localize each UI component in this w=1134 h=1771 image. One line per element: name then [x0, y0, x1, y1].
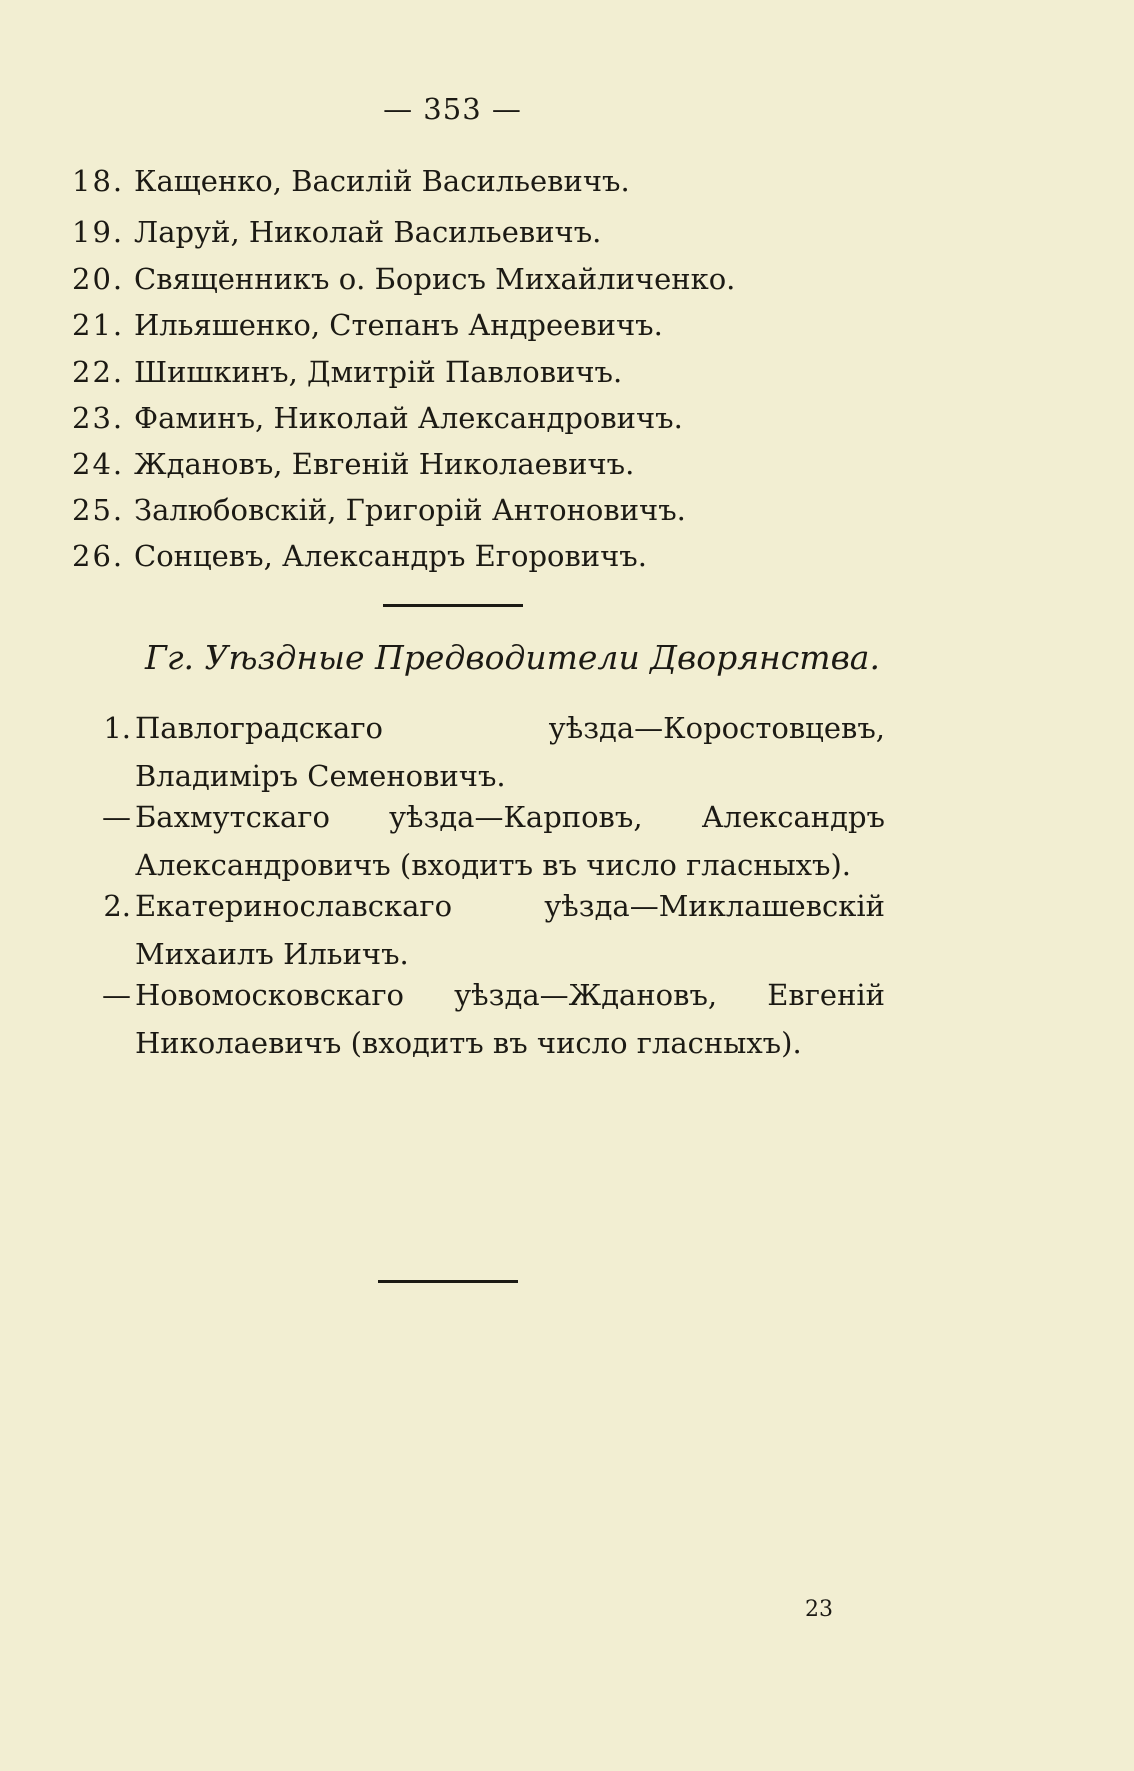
- list-item-number: 22.: [72, 355, 125, 389]
- entry-text: Екатеринославскаго уѣзда—Миклашевскій Михаилъ Ильичъ.: [135, 889, 885, 971]
- list-item: [72, 161, 630, 201]
- entry-marker: 1.: [103, 711, 131, 745]
- entry: [75, 882, 885, 978]
- entry: [75, 704, 885, 800]
- list-item: [72, 490, 686, 530]
- list-item-number: 23.: [72, 401, 125, 435]
- list-item-text: Ларуй, Николай Васильевичъ.: [134, 215, 602, 249]
- entry-marker: —: [102, 978, 131, 1012]
- list-item-number: 19.: [72, 215, 125, 249]
- section-title: Гг. Уѣздные Предводители Дворянства.: [145, 638, 880, 677]
- list-item: [72, 536, 647, 576]
- list-item-number: 26.: [72, 539, 125, 573]
- list-item: [72, 398, 683, 438]
- closing-divider: [378, 1280, 518, 1283]
- list-item: [72, 212, 601, 252]
- entry-text: Павлоградскаго уѣзда—Коростовцевъ, Владиміръ Семеновичъ.: [135, 711, 885, 793]
- entry-text: Новомосковскаго уѣзда—Ждановъ, Евгеній Николаевичъ (входитъ въ число гласныхъ).: [135, 978, 885, 1060]
- list-item-text: Фаминъ, Николай Александровичъ.: [134, 401, 683, 435]
- list-item: [72, 259, 735, 299]
- list-item-text: Ждановъ, Евгеній Николаевичъ.: [134, 447, 635, 481]
- list-item: [72, 305, 663, 345]
- list-item-text: Священникъ о. Борисъ Михайличенко.: [134, 262, 736, 296]
- list-item-number: 20.: [72, 262, 125, 296]
- list-item-number: 24.: [72, 447, 125, 481]
- list-item: [72, 352, 622, 392]
- entry-marker: —: [102, 800, 131, 834]
- list-item-text: Шишкинъ, Дмитрій Павловичъ.: [134, 355, 623, 389]
- section-divider: [383, 604, 523, 607]
- entry: [75, 793, 885, 889]
- list-item-text: Залюбовскій, Григорій Антоновичъ.: [134, 493, 686, 527]
- list-item-number: 18.: [72, 164, 125, 198]
- entry-text: Бахмутскаго уѣзда—Карповъ, Александръ Александровичъ (входитъ въ число гласныхъ).: [135, 800, 885, 882]
- list-item-number: 25.: [72, 493, 125, 527]
- footer-signature-mark: 23: [805, 1597, 833, 1622]
- list-item-text: Ильяшенко, Степанъ Андреевичъ.: [134, 308, 663, 342]
- list-item-text: Сонцевъ, Александръ Егоровичъ.: [134, 539, 647, 573]
- list-item-text: Кащенко, Василій Васильевичъ.: [134, 164, 630, 198]
- page-header: — 353 —: [383, 92, 522, 126]
- list-item: [72, 444, 634, 484]
- entry: [75, 971, 885, 1067]
- list-item-number: 21.: [72, 308, 125, 342]
- entry-marker: 2.: [103, 889, 131, 923]
